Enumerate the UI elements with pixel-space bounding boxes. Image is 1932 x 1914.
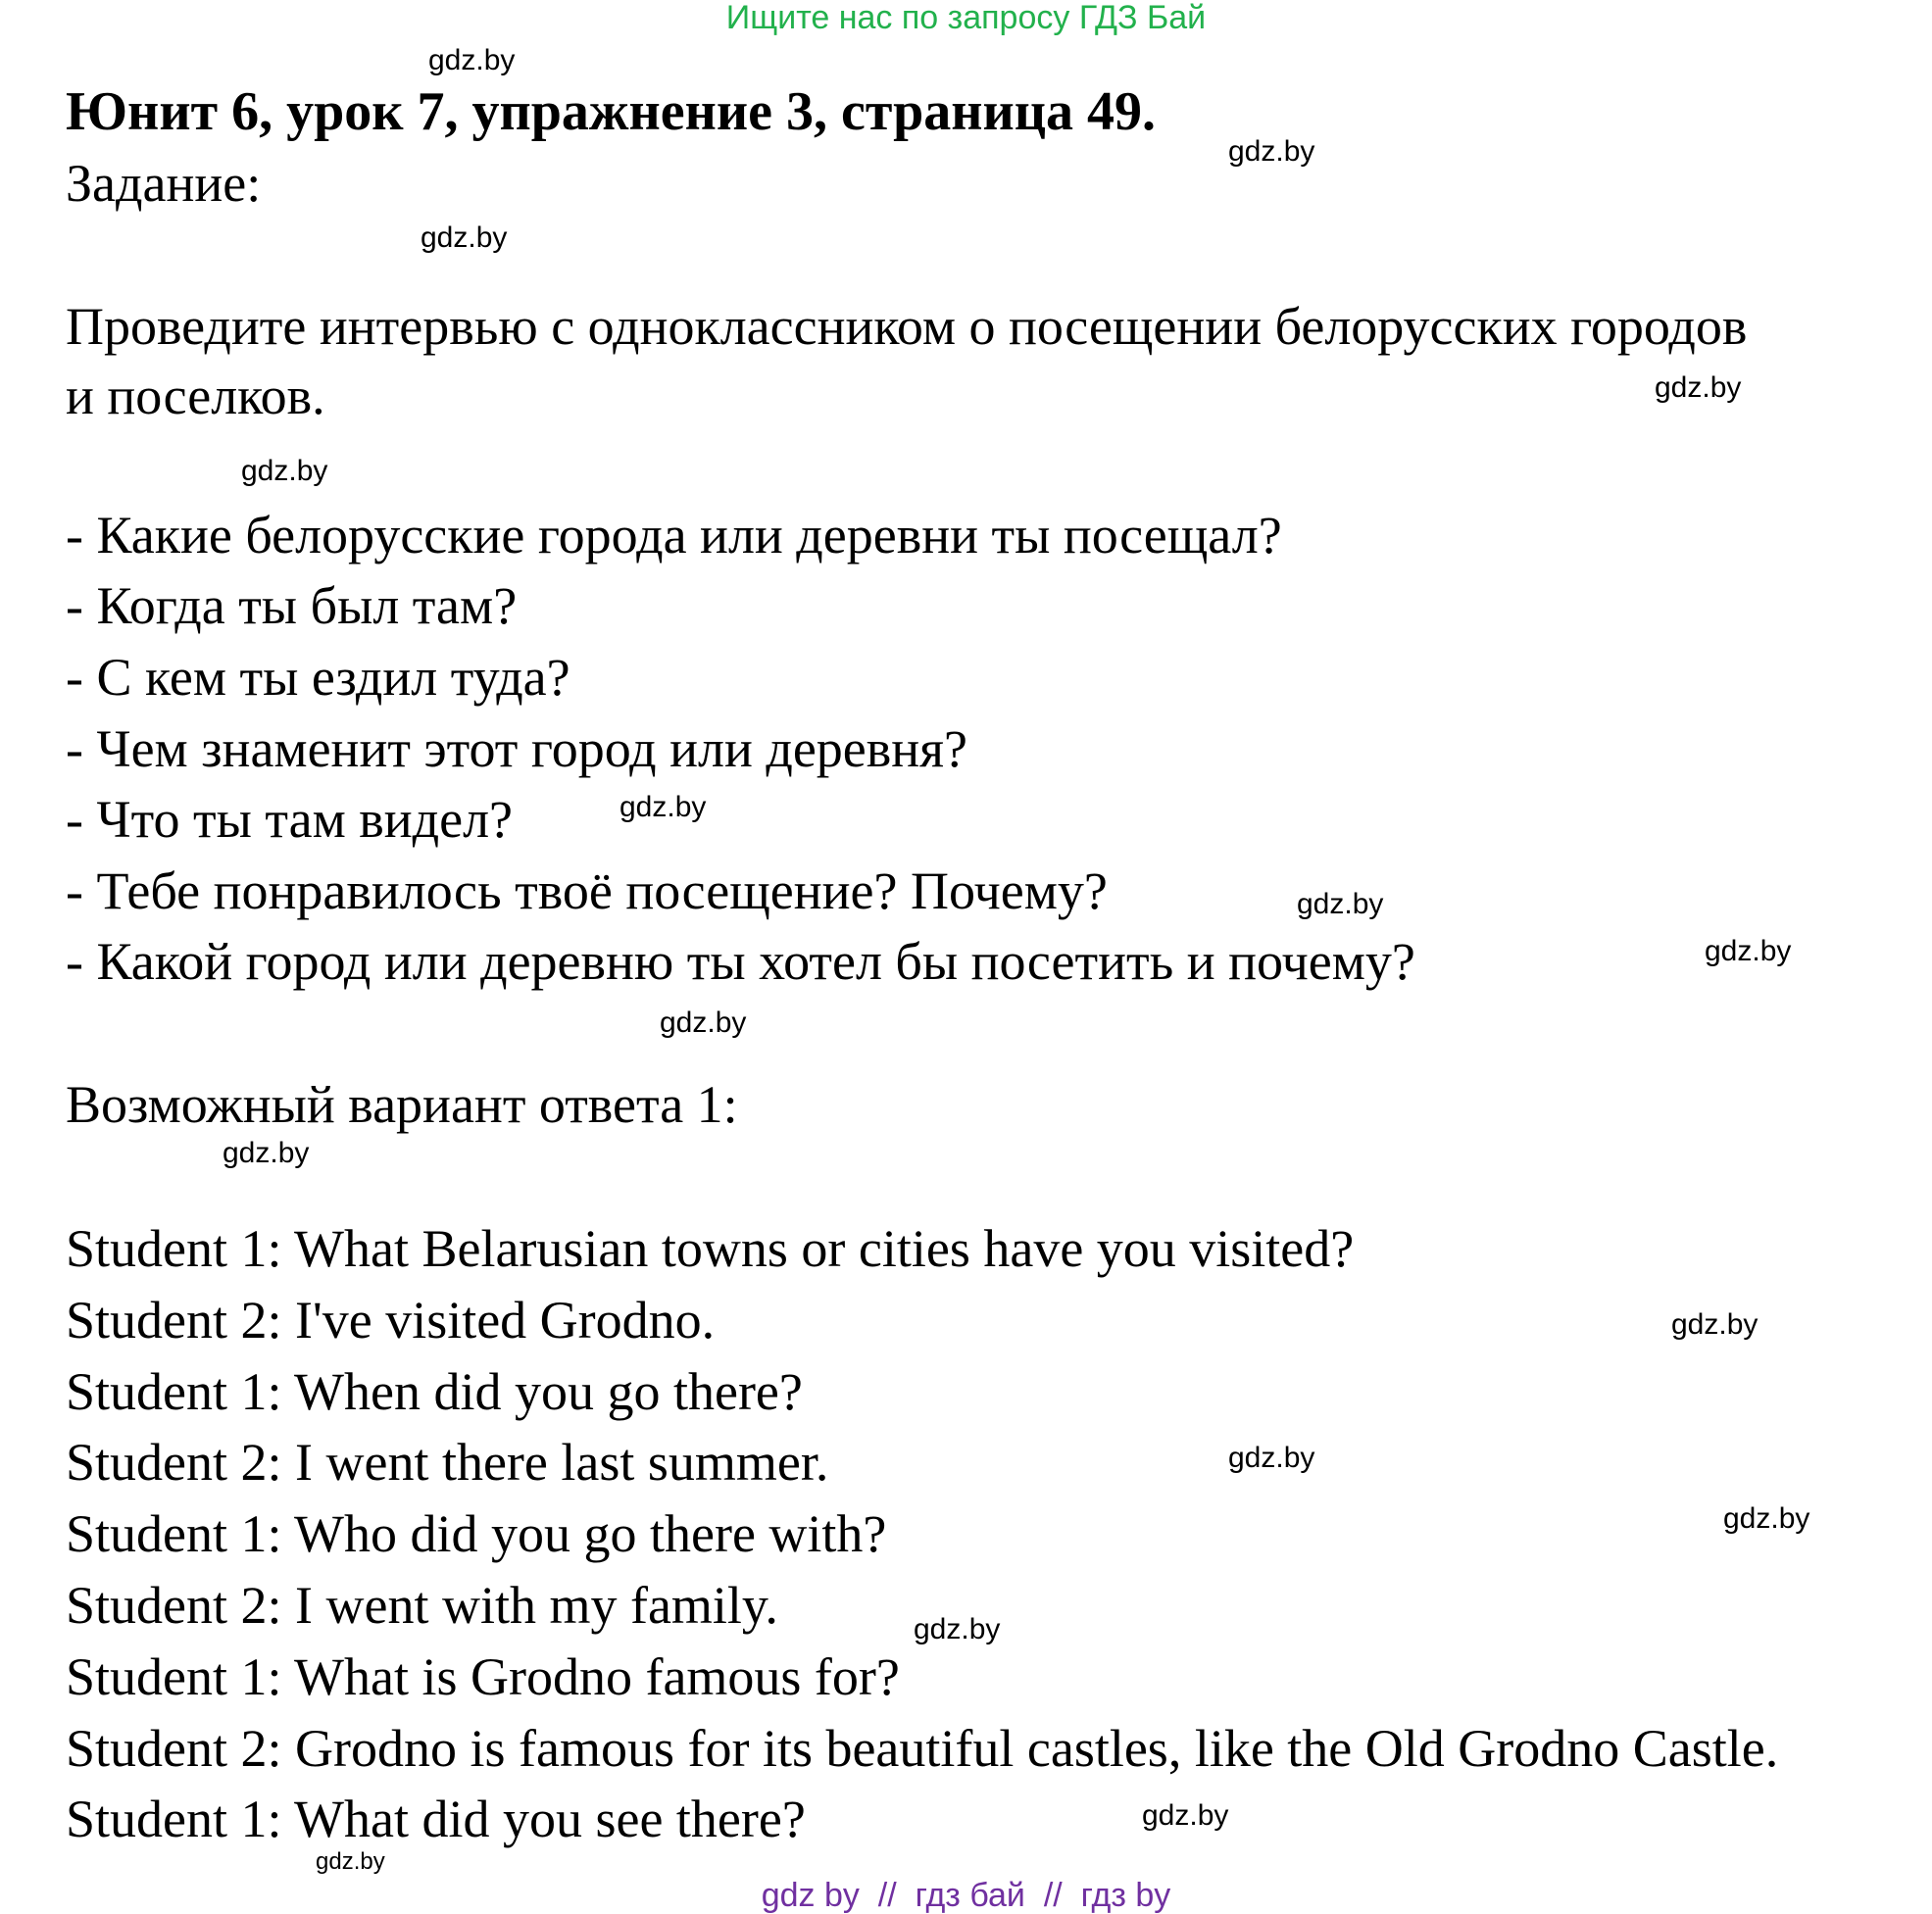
question-7: - Какой город или деревню ты хотел бы посетить и почему? — [66, 932, 1415, 991]
watermark: gdz.by — [1655, 371, 1742, 404]
page-title: Юнит 6, урок 7, упражнение 3, страница 49. — [66, 81, 1157, 142]
dialogue-line-2: Student 2: I've visited Grodno. — [66, 1291, 716, 1350]
question-4: - Чем знаменит этот город или деревня? — [66, 719, 967, 778]
watermark: gdz.by — [1142, 1799, 1229, 1832]
watermark: gdz.by — [1723, 1502, 1810, 1535]
watermark: gdz.by — [223, 1137, 310, 1169]
dialogue-line-7: Student 1: What is Grodno famous for? — [66, 1647, 900, 1706]
watermark: gdz.by — [1671, 1308, 1759, 1341]
question-3: - С кем ты ездил туда? — [66, 648, 570, 707]
watermark: gdz.by — [1297, 888, 1384, 920]
dialogue-line-6: Student 2: I went with my family. — [66, 1576, 778, 1635]
top-banner: Ищите нас по запросу ГДЗ Бай — [725, 0, 1207, 36]
watermark: gdz.by — [316, 1848, 385, 1875]
task-text-line-1: Проведите интервью с одноклассником о посещении белорусских городов — [66, 297, 1748, 356]
watermark: gdz.by — [1705, 935, 1792, 967]
watermark: gdz.by — [660, 1006, 747, 1039]
task-label: Задание: — [66, 154, 262, 213]
watermark: gdz.by — [914, 1613, 1001, 1645]
footer: gdz by // гдз бай // гдз by — [761, 1877, 1171, 1914]
question-2: - Когда ты был там? — [66, 576, 518, 635]
answer-label: Возможный вариант ответа 1: — [66, 1075, 738, 1134]
dialogue-line-8: Student 2: Grodno is famous for its beautiful castles, like the Old Grodno Castle. — [66, 1719, 1779, 1778]
watermark: gdz.by — [619, 791, 707, 823]
question-1: - Какие белорусские города или деревни ты посещал? — [66, 506, 1282, 564]
question-5: - Что ты там видел? — [66, 790, 513, 849]
task-text-line-2: и поселков. — [66, 367, 325, 425]
watermark: gdz.by — [428, 44, 516, 76]
dialogue-line-5: Student 1: Who did you go there with? — [66, 1504, 887, 1563]
dialogue-line-4: Student 2: I went there last summer. — [66, 1433, 829, 1492]
dialogue-line-3: Student 1: When did you go there? — [66, 1362, 803, 1421]
dialogue-line-1: Student 1: What Belarusian towns or cities have you visited? — [66, 1219, 1355, 1278]
watermark: gdz.by — [241, 455, 328, 487]
dialogue-line-9: Student 1: What did you see there? — [66, 1790, 806, 1848]
watermark: gdz.by — [1228, 1442, 1315, 1474]
question-6: - Тебе понравилось твоё посещение? Почему? — [66, 861, 1108, 920]
watermark: gdz.by — [421, 221, 508, 254]
watermark: gdz.by — [1228, 135, 1315, 168]
